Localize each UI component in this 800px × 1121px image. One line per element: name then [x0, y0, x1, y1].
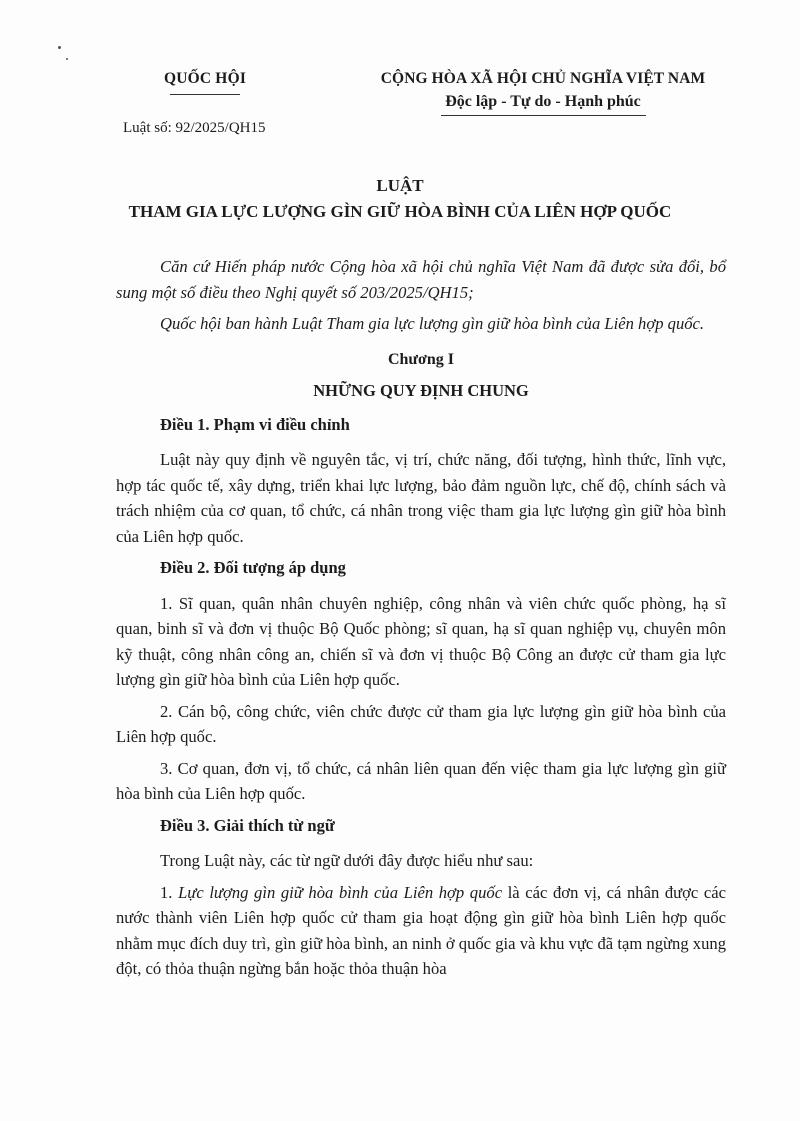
- clause-number: 1.: [160, 882, 179, 902]
- preamble-basis: Căn cứ Hiến pháp nước Cộng hòa xã hội chủ nghĩa Việt Nam đã được sửa đổi, bổ sung một số điều theo Nghị quyết số 203/2025/QH15;: [116, 257, 726, 302]
- article-2-heading: Điều 2. Đối tượng áp dụng: [160, 558, 346, 577]
- chapter-name: NHỮNG QUY ĐỊNH CHUNG: [313, 381, 529, 400]
- scan-speck: [58, 46, 61, 49]
- article-1-paragraph: Luật này quy định về nguyên tắc, vị trí, chức năng, đối tượng, hình thức, lĩnh vực, hợp tác quốc tế, xây dựng, triển khai lực lượng, bảo đảm nguồn lực, chế độ, chính sách và trách nhiệm của cơ quan, tổ chức, cá nhân trong việc tham gia lực lượng gìn giữ hòa bình của Liên hợp quốc.: [116, 450, 726, 546]
- article-3-intro: Trong Luật này, các từ ngữ dưới đây được hiểu như sau:: [160, 851, 534, 870]
- article-2-clause-2: 2. Cán bộ, công chức, viên chức được cử tham gia lực lượng gìn giữ hòa bình của Liên hợp quốc.: [116, 701, 726, 746]
- document-body: [116, 254, 726, 988]
- header-nation-block: [378, 70, 708, 116]
- document-type: LUẬT: [376, 176, 424, 195]
- header-agency-block: [150, 70, 260, 95]
- agency-name: QUỐC HỘI: [163, 70, 247, 87]
- nation-name: CỘNG HÒA XÃ HỘI CHỦ NGHĨA VIỆT NAM: [380, 70, 706, 87]
- article-3-clause-1: [116, 880, 726, 982]
- term-definition: là các đơn vị, cá nhân được các nước thành viên Liên hợp quốc cử tham gia hoạt động gìn giữ hòa bình Liên hợp quốc nhằm mục đích duy trì, gìn giữ hòa bình, an ninh ở quốc gia và khu vực đã tạm ngừng xung đột, có thỏa thuận ngừng bắn hoặc thỏa thuận hòa: [116, 882, 727, 978]
- scan-speck: [66, 58, 68, 60]
- document-title: THAM GIA LỰC LƯỢNG GÌN GIỮ HÒA BÌNH CỦA LIÊN HỢP QUỐC: [128, 202, 672, 221]
- law-number: Luật số: 92/2025/QH15: [123, 120, 266, 136]
- motto-underline: [441, 115, 646, 116]
- article-2-clause-3: 3. Cơ quan, đơn vị, tổ chức, cá nhân liên quan đến việc tham gia lực lượng gìn giữ hòa bình của Liên hợp quốc.: [116, 758, 726, 803]
- chapter-number: Chương I: [387, 350, 455, 368]
- article-3-heading: Điều 3. Giải thích từ ngữ: [160, 815, 335, 835]
- agency-underline: [170, 94, 240, 95]
- defined-term: Lực lượng gìn giữ hòa bình của Liên hợp quốc: [178, 882, 503, 902]
- national-motto: Độc lập - Tự do - Hạnh phúc: [445, 93, 641, 110]
- article-1-heading: Điều 1. Phạm vi điều chỉnh: [160, 414, 350, 434]
- article-2-clause-1: 1. Sĩ quan, quân nhân chuyên nghiệp, công nhân và viên chức quốc phòng, hạ sĩ quan, binh sĩ và đơn vị thuộc Bộ Quốc phòng; sĩ quan, hạ sĩ quan nghiệp vụ, chuyên môn kỹ thuật, công nhân công an, chiến sĩ và đơn vị thuộc Bộ Công an được cử tham gia lực lượng gìn giữ hòa bình của Liên hợp quốc.: [116, 593, 726, 689]
- preamble-enactment: Quốc hội ban hành Luật Tham gia lực lượng gìn giữ hòa bình của Liên hợp quốc.: [160, 314, 705, 333]
